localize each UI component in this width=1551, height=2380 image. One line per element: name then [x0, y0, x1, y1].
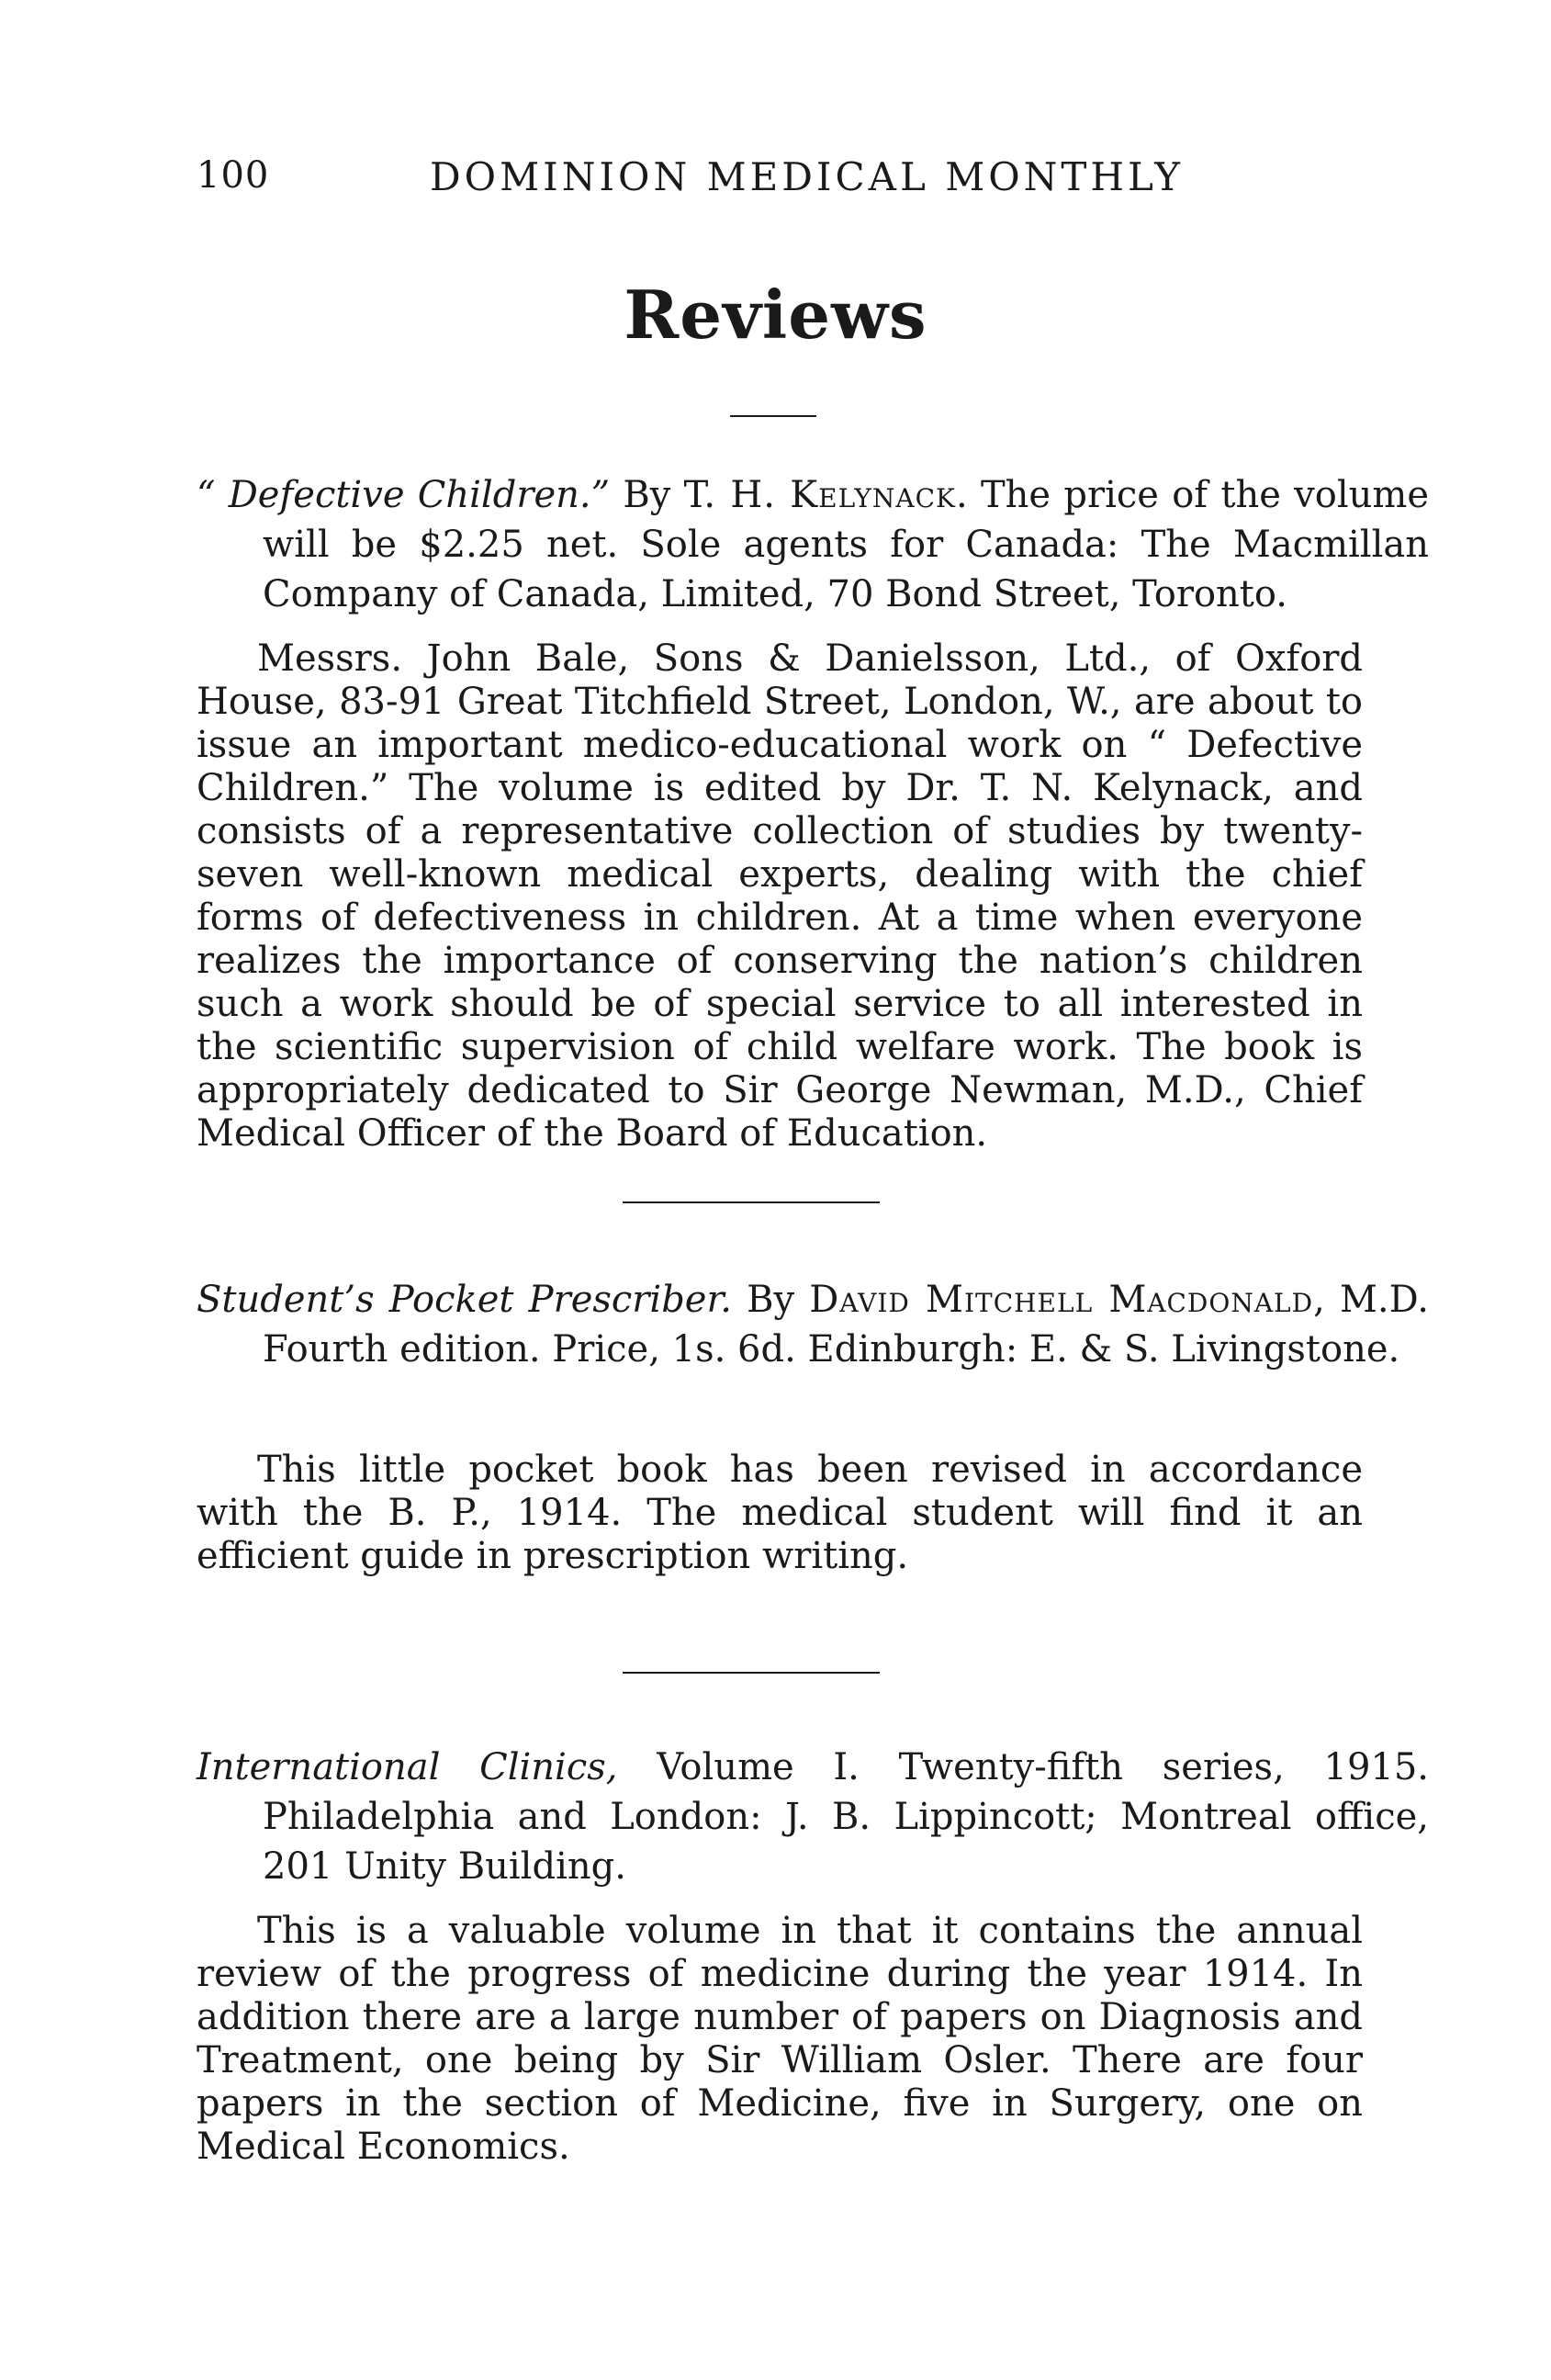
running-head [197, 154, 1363, 209]
section-title: Reviews [624, 276, 927, 354]
review-details-3: Volume I. Twenty-fifth series, 1915. Philadelphia and London: J. B. Lippincott; Montreal office, 201 Unity Building. [263, 1746, 1430, 1888]
review-body-3: This is a valuable volume in that it contains the annual review of the progress of medicine during the year 1914. In addition there are a large number of papers on Diagnosis and Treatment, one being by Sir William Osler. There are four papers in the section of Medicine, five in Surgery, one on Medical Economics. [197, 1910, 1363, 2168]
review-citation-2 [197, 1275, 1429, 1374]
page-number: 100 [197, 154, 270, 197]
review-by-1: By [610, 474, 684, 516]
review-work-title-3: International Clinics, [197, 1746, 618, 1788]
section-title-rule [730, 415, 816, 417]
review-citation-1 [197, 470, 1429, 619]
review-by-2: By [731, 1279, 810, 1321]
journal-title: DOMINION MEDICAL MONTHLY [430, 154, 1184, 199]
review-details-2: , M.D. Fourth edition. Price, 1s. 6d. Edinburgh: E. & S. Livingstone. [263, 1279, 1429, 1370]
review-work-title-1: “ Defective Children.” [197, 474, 611, 516]
review-author-2: David Mitchell Macdonald [809, 1279, 1314, 1321]
review-separator-1 [623, 1201, 880, 1203]
review-work-title-2: Student’s Pocket Prescriber. [197, 1279, 732, 1321]
review-body-2: This little pocket book has been revised in accordance with the B. P., 1914. The medical student will find it an efficient guide in prescription writing. [197, 1449, 1363, 1577]
review-body-1: Messrs. John Bale, Sons & Danielsson, Ltd., of Oxford House, 83-91 Great Titchfield Street, London, W., are about to issue an important medico-educational work on “ Defective Children.” The volume is edited by Dr. T. N. Kelynack, and consists of a representative collection of studies by twenty-seven well-known medical experts, dealing with the chief forms of defectiveness in children. At a time when everyone realizes the importance of conserving the nation’s children such a work should be of special service to all interested in the scientific supervision of child welfare work. The book is appropriately dedicated to Sir George Newman, M.D., Chief Medical Officer of the Board of Education. [197, 637, 1363, 1155]
review-separator-2 [623, 1672, 880, 1674]
review-citation-3 [197, 1743, 1429, 1891]
review-details-1: . The price of the volume will be $2.25 net. Sole agents for Canada: The Macmillan Company of Canada, Limited, 70 Bond Street, Toronto. [263, 474, 1429, 615]
review-author-1: T. H. Kelynack [683, 474, 956, 516]
